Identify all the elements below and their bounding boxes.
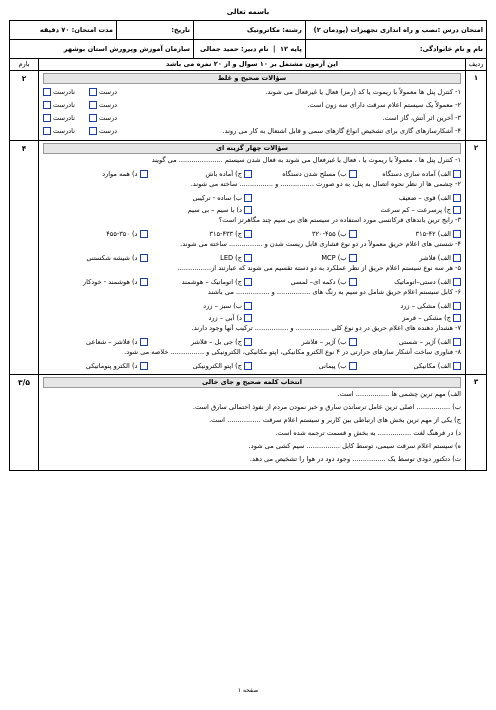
tf-question bbox=[43, 125, 461, 138]
question-text: ۳- رایج ترین باندهای فرکانسی مورد استفاده در سیستم های بی سیم چند مگاهرتز است؟ bbox=[218, 216, 461, 224]
option[interactable] bbox=[43, 278, 148, 286]
checkbox[interactable] bbox=[43, 101, 51, 109]
checkbox[interactable] bbox=[89, 88, 97, 96]
option-label: الف) قوی – ضعیف bbox=[398, 193, 451, 202]
true-option[interactable] bbox=[89, 101, 117, 109]
grade-teacher: پایه ۱۲ | نام دبیر: حمید جمالی bbox=[194, 40, 306, 59]
checkbox[interactable] bbox=[244, 206, 252, 214]
question-text: ۵- هر سه نوع سیستم اعلام حریق از نظر عملکرد به دو دسته تقسیم می شوند که عبارتند از................ bbox=[177, 264, 461, 272]
option-label: د) فلاشر – شعاعی bbox=[86, 337, 138, 346]
options-row bbox=[43, 168, 461, 180]
section-multiple-choice bbox=[10, 141, 486, 375]
option[interactable] bbox=[43, 302, 252, 310]
section-fill-blanks bbox=[10, 375, 486, 470]
option[interactable] bbox=[148, 278, 253, 286]
fill-question: ه) سیستم اعلام سرقت سیمی، توسط کابل ................ سیم کشی می شود. bbox=[248, 442, 461, 450]
field-label: رشته: مکاترونیک bbox=[194, 21, 306, 40]
student-name-label: نام و نام خانوادگی: bbox=[305, 40, 486, 59]
false-option[interactable] bbox=[43, 114, 75, 122]
option-label: ب) آژیر – فلاشر bbox=[301, 337, 347, 346]
option-label: ب) ساده - ترکیبی bbox=[192, 193, 242, 202]
col-num: ردیف bbox=[468, 60, 484, 69]
options-row bbox=[43, 360, 461, 372]
checkbox[interactable] bbox=[244, 254, 252, 262]
true-option[interactable] bbox=[89, 127, 117, 135]
false-label: نادرست bbox=[53, 114, 75, 122]
option[interactable] bbox=[43, 254, 148, 262]
checkbox[interactable] bbox=[244, 278, 252, 286]
question-text: ۲- معمولاً یک سیستم اعلام سرقت دارای سه زون است. bbox=[307, 101, 461, 109]
question-text: ۷- هشدار دهنده های اعلام حریق در دو نوع کلی ................ و ................ ترکیب آنها وجود دارند. bbox=[191, 324, 461, 332]
fill-question: د) در فرهنگ لغت ................ به بخش و قسمت ترجمه شده است. bbox=[275, 429, 461, 437]
option[interactable] bbox=[43, 314, 252, 322]
false-option[interactable] bbox=[43, 101, 75, 109]
checkbox[interactable] bbox=[43, 88, 51, 96]
checkbox[interactable] bbox=[140, 362, 148, 370]
question-text: ۲- چشمی ها از نظر نحوه اتصال به پنل، به دو صورت ................ و ................ ساخته می شوند. bbox=[190, 180, 461, 188]
options-row bbox=[43, 336, 461, 348]
tf-options bbox=[43, 101, 117, 109]
exam-page bbox=[9, 8, 487, 694]
date-label: تاریخ: bbox=[117, 21, 194, 40]
option-label: ج) آماده باش bbox=[205, 169, 242, 178]
options-row bbox=[43, 300, 461, 312]
option-label: الف) ۴۲-۳۱۵ bbox=[415, 229, 451, 238]
false-label: نادرست bbox=[53, 88, 75, 96]
checkbox[interactable] bbox=[349, 254, 357, 262]
column-header bbox=[10, 59, 486, 71]
option[interactable] bbox=[148, 338, 253, 346]
section-score: ۴ bbox=[21, 144, 27, 153]
exam-header bbox=[9, 20, 487, 59]
false-option[interactable] bbox=[43, 88, 75, 96]
checkbox[interactable] bbox=[140, 254, 148, 262]
tf-options bbox=[43, 114, 117, 122]
tf-question bbox=[43, 112, 461, 125]
checkbox[interactable] bbox=[453, 206, 461, 214]
option-label: الف) مشکی – زرد bbox=[400, 301, 451, 310]
option[interactable] bbox=[43, 170, 148, 178]
fill-question: ب) ................ اصلی ترین عامل ترساندن سارق و خبر نمودن مردم از نفوذ احتمالی سارق است. bbox=[192, 403, 461, 411]
option-label: ج) جی بل – فلاشر bbox=[190, 337, 242, 346]
fill-question: ت) دتکتور دودی توسط یک ................ وجود دود در هوا را تشخیص می دهد. bbox=[249, 455, 461, 463]
true-option[interactable] bbox=[89, 114, 117, 122]
checkbox[interactable] bbox=[453, 362, 461, 370]
option[interactable] bbox=[148, 254, 253, 262]
option[interactable] bbox=[43, 230, 148, 238]
option[interactable] bbox=[252, 278, 357, 286]
section-title: سؤالات صحیح و غلط bbox=[43, 73, 461, 84]
option-label: ب) دکمه ای– لمسی bbox=[290, 277, 347, 286]
true-label: درست bbox=[98, 88, 118, 96]
option[interactable] bbox=[148, 170, 253, 178]
checkbox[interactable] bbox=[349, 170, 357, 178]
option[interactable] bbox=[252, 230, 357, 238]
option[interactable] bbox=[43, 206, 252, 214]
exam-title: امتحان درس :نصب و راه اندازی تجهیزات (پودمان ۲) bbox=[305, 21, 486, 40]
fill-question: ج) یکی از مهم ترین بخش های ارتباطی بین کاربر و سیستم اعلام سرقت ................ است. bbox=[209, 416, 461, 424]
option-label: الف) فلاشر bbox=[419, 253, 451, 262]
option[interactable] bbox=[148, 230, 253, 238]
option-label: د) با سیم – بی سیم bbox=[187, 205, 242, 214]
checkbox[interactable] bbox=[43, 114, 51, 122]
question-text: ۳- آخرین اثر آتش، گاز است. bbox=[382, 114, 461, 122]
teacher-label: نام دبیر: حمید جمالی bbox=[200, 44, 269, 53]
option-label: ب) مسلح شدن دستگاه bbox=[282, 169, 347, 178]
option[interactable] bbox=[252, 194, 461, 202]
questions-grid bbox=[9, 59, 487, 471]
checkbox[interactable] bbox=[349, 338, 357, 346]
question-text: ۴- شستی های اعلام حریق معمولاً در دو نوع فشاری قابل ریست شدن و ................ ساخته می شوند. bbox=[180, 240, 461, 248]
option[interactable] bbox=[252, 338, 357, 346]
question-text: ۱- کنترل پنل ها معمولاً با ریموت یا کد (رمز) فعال یا غیرفعال می شوند. bbox=[265, 88, 461, 96]
fill-question: الف) مهم ترین چشمی ها ................ است. bbox=[337, 390, 461, 398]
question-text: ۸- فناوری ساخت آشکار سازهای حرارتی در ۴ نوع الکترو مکانیکی، اپتو مکانیکی، الکترونیکی و ................ خلاصه می شود. bbox=[124, 348, 461, 356]
basmala: باسمه تعالی bbox=[226, 8, 270, 16]
checkbox[interactable] bbox=[244, 338, 252, 346]
question-text: ۴- آشکارسازهای گازی برای تشخیص انواع گازهای سمی و قابل اشتعال به کار می روند. bbox=[222, 127, 461, 135]
option-label: ج) مشکی – قرمز bbox=[402, 313, 451, 322]
option-label: ب) سبز – زرد bbox=[203, 301, 242, 310]
option[interactable] bbox=[357, 230, 462, 238]
checkbox[interactable] bbox=[244, 230, 252, 238]
checkbox[interactable] bbox=[43, 127, 51, 135]
question-text: ۶- کابل سیستم اعلام حریق شامل دو سیم به رنگ های ................ و ................ می باشند bbox=[207, 288, 461, 296]
checkbox[interactable] bbox=[349, 362, 357, 370]
option[interactable] bbox=[252, 206, 461, 214]
options-row bbox=[43, 252, 461, 264]
question-text: ۱- کنترل پنل ها ، معمولاً با ریموت یا ، فعال یا غیرفعال می شوند به فعال شدن سیستم ..................... می گویند bbox=[151, 156, 461, 164]
tf-options bbox=[43, 127, 117, 135]
option-label: ج) اتوماتیک – هوشمند bbox=[181, 277, 242, 286]
section-score: ۲ bbox=[21, 74, 27, 83]
tf-question bbox=[43, 99, 461, 112]
checkbox[interactable] bbox=[349, 230, 357, 238]
false-label: نادرست bbox=[53, 127, 75, 135]
checkbox[interactable] bbox=[453, 194, 461, 202]
checkbox[interactable] bbox=[453, 170, 461, 178]
option-label: د) آبی – زرد bbox=[208, 313, 242, 322]
options-row bbox=[43, 204, 461, 216]
option-label: د) هوشمند - خودکار bbox=[82, 277, 138, 286]
true-label: درست bbox=[98, 114, 118, 122]
option-label: الف) آماده سازی دستگاه bbox=[382, 169, 451, 178]
checkbox[interactable] bbox=[89, 101, 97, 109]
col-info: این آزمون مشتمل بر ۱۰ سوال و از ۲۰ نمره می باشد bbox=[38, 59, 466, 70]
tf-options bbox=[43, 88, 117, 96]
checkbox[interactable] bbox=[140, 338, 148, 346]
checkbox[interactable] bbox=[453, 302, 461, 310]
options-row bbox=[43, 276, 461, 288]
checkbox[interactable] bbox=[453, 314, 461, 322]
checkbox[interactable] bbox=[453, 254, 461, 262]
option-label: ج) ۴۳۳-۳۱۵ bbox=[209, 229, 242, 238]
options-row bbox=[43, 312, 461, 324]
option-label: د) شیشه شکستنی bbox=[86, 253, 138, 262]
option[interactable] bbox=[357, 170, 462, 178]
checkbox[interactable] bbox=[349, 278, 357, 286]
option-label: الف) آژیر – شستی bbox=[398, 337, 451, 346]
true-option[interactable] bbox=[89, 88, 117, 96]
option-label: د) الکترو پنوماتیکی bbox=[85, 361, 138, 370]
option[interactable] bbox=[43, 194, 252, 202]
section-true-false bbox=[10, 71, 486, 141]
section-title: انتخاب کلمه صحیح و جای خالی bbox=[43, 377, 461, 388]
option[interactable] bbox=[43, 338, 148, 346]
option[interactable] bbox=[357, 278, 462, 286]
true-label: درست bbox=[98, 101, 118, 109]
option[interactable] bbox=[252, 170, 357, 178]
option-label: د) ۳۵۰-۴۵۵ bbox=[106, 229, 138, 238]
section-num: ۲ bbox=[473, 144, 479, 152]
checkbox[interactable] bbox=[244, 170, 252, 178]
checkbox[interactable] bbox=[244, 194, 252, 202]
option[interactable] bbox=[252, 254, 357, 262]
option-label: ج) اپتو الکترونیکی bbox=[192, 361, 242, 370]
option-label: الف) دستی–اتوماتیک bbox=[394, 277, 451, 286]
col-score: بارم bbox=[18, 60, 30, 69]
org-label: سازمان آموزش وپرورش استان بوشهر bbox=[10, 40, 194, 59]
tf-question bbox=[43, 86, 461, 99]
checkbox[interactable] bbox=[453, 230, 461, 238]
section-score: ۳/۵ bbox=[18, 378, 30, 387]
option-label: ب) پیمانی bbox=[318, 361, 347, 370]
false-option[interactable] bbox=[43, 127, 75, 135]
checkbox[interactable] bbox=[244, 302, 252, 310]
checkbox[interactable] bbox=[89, 114, 97, 122]
option[interactable] bbox=[252, 362, 357, 370]
option[interactable] bbox=[43, 362, 148, 370]
option-label: ب) ۴۵۵-۳۲۰ bbox=[311, 229, 347, 238]
option[interactable] bbox=[357, 338, 462, 346]
options-row bbox=[43, 228, 461, 240]
grade-label: پایه ۱۲ bbox=[280, 44, 302, 53]
true-label: درست bbox=[98, 127, 118, 135]
page-number: صفحه ۱ bbox=[237, 686, 259, 694]
checkbox[interactable] bbox=[89, 127, 97, 135]
checkbox[interactable] bbox=[140, 170, 148, 178]
option-label: ج) پرسرعت – کم سرعت bbox=[380, 205, 451, 214]
duration-label: مدت امتحان: ۷۰ دقیقه bbox=[10, 21, 117, 40]
section-title: سؤالات چهار گزینه ای bbox=[43, 143, 461, 154]
option[interactable] bbox=[252, 314, 461, 322]
options-row bbox=[43, 192, 461, 204]
checkbox[interactable] bbox=[453, 338, 461, 346]
section-num: ۳ bbox=[473, 378, 479, 386]
checkbox[interactable] bbox=[244, 362, 252, 370]
option[interactable] bbox=[148, 362, 253, 370]
checkbox[interactable] bbox=[244, 314, 252, 322]
option-label: ج) LED bbox=[220, 253, 242, 262]
option[interactable] bbox=[252, 302, 461, 310]
option[interactable] bbox=[357, 362, 462, 370]
option-label: الف) مکانیکی bbox=[413, 361, 451, 370]
option-label: د) همه موارد bbox=[102, 169, 138, 178]
section-num: ۱ bbox=[473, 74, 479, 82]
checkbox[interactable] bbox=[453, 278, 461, 286]
option[interactable] bbox=[357, 254, 462, 262]
checkbox[interactable] bbox=[140, 278, 148, 286]
false-label: نادرست bbox=[53, 101, 75, 109]
checkbox[interactable] bbox=[140, 230, 148, 238]
option-label: ب) MCP bbox=[321, 253, 347, 262]
